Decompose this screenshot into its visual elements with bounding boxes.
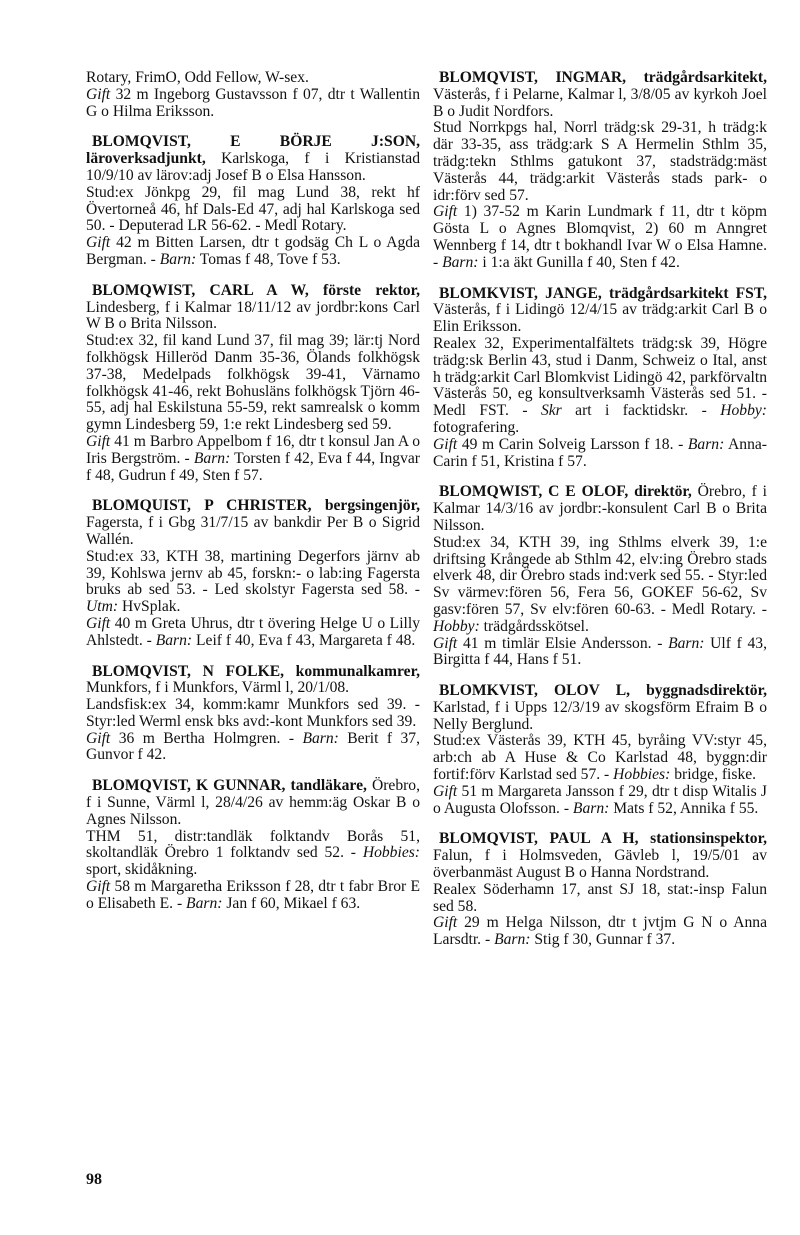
entry-label: Barn: [186,894,223,912]
entry-text: Torsten f 42, Eva f 44, Ingvar f 48, Gudrun f 49, Sten f 57. [86,449,420,484]
entry-label: Barn: [442,253,479,271]
entry-label: Barn: [302,729,339,747]
person-name: BLOMQVIST, K GUNNAR, [92,777,286,795]
entry-text: THM 51, distr:tandläk folktandv Borås 51, skoltandläk Örebro 1 folktandv sed 52. - [86,827,420,862]
entry-intro-text: Fagersta, f i Gbg 31/7/15 av bankdir Per B o Sigrid Wallén. [86,514,420,548]
entry-intro-text: Örebro, f i Sunne, Värml l, 28/4/26 av hemm:äg Oskar B o Agnes Nilsson. [86,777,421,828]
entry-line [86,549,420,616]
entry-heading [86,70,420,87]
entry-line [433,437,767,471]
entry-label: Gift [433,634,458,652]
entry-label: Barn: [193,449,231,467]
person-title: bergsingenjör, [311,497,420,515]
entry-intro-text: Munkfors, f i Munkfors, Värml l, 20/1/08. [86,679,350,697]
person-title: trädgårdsarkitekt, [626,69,768,86]
entry-text: art i facktidskr. - [561,402,721,420]
entry-line [86,697,420,731]
person-name: BLOMQVIST, INGMAR, [439,69,627,86]
biography-entry [433,831,767,949]
entry-intro-text: Västerås, f i Lidingö 12/4/15 av trädg:arkit Carl B o Elin Eriksson. [433,301,767,336]
entry-line [433,535,767,636]
person-title: direktör, [628,483,692,501]
entry-text: Stud:ex 34, KTH 39, ing Sthlms elverk 39, 1:e driftsing Krångede ab Sthlm 42, elv:ing Örebro stads elverk 48, dir Örebro stads ind:verk sed 55. - Styr:led Sv värmev:fören 56, Fera 56, GOKEF 56-62, Sv gasv:fören 57, Sv elv:fören 60-63. - Medl Rotary. - [433,533,767,618]
person-title: tandläkare, [285,777,367,795]
left-column [86,70,420,927]
biography-entry [86,70,420,120]
entry-line [86,333,420,434]
entry-label: Barn: [687,435,725,453]
person-name: BLOMKVIST, OLOV L, [439,682,631,700]
person-name: BLOMKVIST, JANGE, [439,284,602,302]
person-title: kommunalkamrer, [284,662,420,680]
entry-heading [86,134,420,184]
entry-line [86,235,420,269]
entry-label: Gift [433,435,458,453]
entry-label: Gift [433,914,458,932]
entry-label: Hobbies: [613,766,671,784]
entry-text: Mats f 52, Annika f 55. [609,799,759,817]
entry-heading [433,286,767,336]
entry-heading [86,283,420,333]
entry-label: Barn: [494,931,531,949]
entry-text: HvSplak. [118,598,181,616]
entry-text: 41 m timlär Elsie Andersson. - [457,634,669,652]
person-name: BLOMQUIST, P CHRISTER, [92,497,312,515]
entry-heading [86,778,420,828]
entry-text: Realex 32, Experimentalfältets trädg:sk 39, Högre trädg:sk Berlin 43, stud i Danm, Schweiz o Ital, anst h trädg:arkit Carl Blomkvist Lidingö 42, parkförvaltn Västerås 50, eg konsultverksamh Västerås sed 51. - Medl FST. - [433,334,767,420]
entry-text: 42 m Bitten Larsen, dtr t godsäg Ch L o Agda Bergman. - [86,234,420,268]
entry-label: Gift [86,234,111,252]
entry-text: Anna-Carin f 51, Kristina f 57. [433,435,767,470]
entry-line [433,204,767,271]
entry-label: Barn: [159,250,197,268]
entry-label: Barn: [572,799,610,817]
biography-entry [433,484,767,669]
entry-text: i 1:a äkt Gunilla f 40, Sten f 42. [478,253,680,271]
entry-label: Gift [86,729,111,747]
entry-line [86,87,420,121]
entry-line [433,784,767,818]
entry-text: Tomas f 48, Tove f 53. [196,250,341,268]
entry-label: Gift [86,878,111,896]
biography-entry [433,70,767,272]
entry-text: sport, skidåkning. [86,861,198,879]
entry-heading [86,498,420,548]
entry-intro-text: Lindesberg, f i Kalmar 18/11/12 av jordbr:kons Carl W B o Brita Nilsson. [86,298,420,333]
entry-label: Barn: [668,634,705,652]
biography-entry [433,286,767,471]
person-name: BLOMQWIST, CARL A W, [92,281,309,299]
person-title: stationsinspektor, [638,830,767,848]
biography-entry [86,778,420,912]
entry-intro-text: Falun, f i Holmsveden, Gävleb l, 19/5/01 av överbanmäst August B o Hanna Nordstrand. [433,847,767,882]
entry-intro-text: Karlstad, f i Upps 12/3/19 av skogsförm Efraim B o Nelly Berglund. [433,698,767,733]
entry-text: Stud Norrkpgs hal, Norrl trädg:sk 29-31, h trädg:k där 33-35, ass trädg:ark S A Hermelin Sthlm 35, trädg:tekn Sthlms gatukont 37, stadsträdg:mäst Västerås 44, trädg:arkit Västerås stads park- o idr:förv sed 57. [433,119,767,204]
entry-text: 40 m Greta Uhrus, dtr t övering Helge U o Lilly Ahlstedt. - [86,614,420,649]
entry-line [86,616,420,650]
right-column [433,70,767,963]
entry-text: 1) 37-52 m Karin Lundmark f 11, dtr t köpm Gösta L o Agnes Blomqvist, 2) 60 m Anngret Wennberg f 14, dtr t bokhandl Ivar W o Elsa Hamne. - [433,203,767,271]
entry-text: 58 m Margaretha Eriksson f 28, dtr t fabr Bror E o Elisabeth E. - [86,878,420,912]
entry-text: Stud:ex 33, KTH 38, martining Degerfors järnv ab 39, Kohlswa jernv ab 45, forskn:- o lab:ing Fagersta bruks ab sed 53. - Led skolstyr Fagersta sed 58. - [86,547,420,599]
entry-intro-text: Karlskoga, f i Kristianstad 10/9/10 av lärov:adj Josef B o Elsa Hansson. [86,150,420,184]
entry-text: Stig f 30, Gunnar f 37. [530,931,676,949]
biography-entry [86,134,420,268]
entry-text: Landsfisk:ex 34, komm:kamr Munkfors sed 39. - Styr:led Werml ensk bks avd:-kont Munkfors sed 39. [86,696,420,730]
person-name: BLOMQVIST, N FOLKE, [92,662,284,680]
person-name: BLOMQVIST, PAUL A H, [439,830,639,848]
entry-text: fotografering. [433,418,520,436]
entry-label: Skr [540,402,562,420]
entry-label: Gift [433,203,458,221]
entry-label: Gift [86,614,111,632]
entry-intro-text: Västerås, f i Pelarne, Kalmar l, 3/8/05 av kyrkoh Joel B o Judit Nordfors. [433,85,767,120]
entry-line [433,882,767,916]
entry-text: 51 m Margareta Jansson f 29, dtr t disp Witalis J o Augusta Olofsson. - [433,782,767,817]
biography-entry [433,683,767,817]
person-name: BLOMQWIST, C E OLOF, [439,483,629,501]
entry-text: 36 m Bertha Holmgren. - [110,729,303,747]
entry-text: 32 m Ingeborg Gustavsson f 07, dtr t Wallentin G o Hilma Eriksson. [86,85,420,120]
person-name: BLOMQVIST, E BÖRJE J:SON, [92,133,420,151]
entry-line [86,434,420,484]
entry-text: Ulf f 43, Birgitta f 44, Hans f 51. [433,634,767,669]
entry-label: Gift [433,782,458,800]
entry-line [86,731,420,765]
entry-line [433,915,767,949]
entry-heading [433,831,767,881]
page-number: 98 [86,1171,102,1188]
entry-line [86,879,420,913]
entry-text: bridge, fiske. [670,766,757,784]
entry-label: Hobby: [720,402,767,420]
entry-text: trädgårdsskötsel. [479,617,589,635]
entry-line [433,636,767,670]
entry-text: Jan f 60, Mikael f 63. [222,894,361,912]
biography-entry [86,498,420,649]
person-title: trädgårdsarkitekt FST, [601,284,767,302]
entry-label: Utm: [86,598,119,616]
entry-text: Realex Söderhamn 17, anst SJ 18, stat:-insp Falun sed 58. [433,880,767,915]
biography-entry [86,664,420,765]
entry-line [433,336,767,437]
person-title: läroverksadjunkt, [86,150,206,168]
entry-line [433,733,767,783]
entry-label: Hobbies: [362,844,420,862]
entry-label: Gift [86,85,111,103]
entry-text: 41 m Barbro Appelbom f 16, dtr t konsul Jan A o Iris Bergström. - [86,432,420,467]
entry-line [433,120,767,204]
entry-heading [86,664,420,698]
entry-label: Gift [86,432,111,450]
entry-text: Stud:ex Västerås 39, KTH 45, byråing VV:styr 45, arb:ch ab A Huse & Co Karlstad 48, byggn:dir fortif:förv Karlstad sed 57. - [433,732,767,784]
person-title: förste rektor, [308,281,420,299]
biography-entry [86,283,420,485]
entry-text: Leif f 40, Eva f 43, Margareta f 48. [192,631,416,649]
entry-heading [433,484,767,534]
entry-heading [433,70,767,120]
entry-text: Berit f 37, Gunvor f 42. [86,729,420,764]
entry-intro-text: Örebro, f i Kalmar 14/3/16 av jordbr:-konsulent Carl B o Brita Nilsson. [433,483,768,534]
entry-line [86,829,420,879]
entry-text: Stud:ex Jönkpg 29, fil mag Lund 38, rekt hf Övertorneå 46, hf Dals-Ed 47, adj hal Karlskoga sed 50. - Deputerad LR 56-62. - Medl Rotary. [86,183,420,235]
entry-heading [433,683,767,733]
entry-line [86,185,420,235]
entry-text: Stud:ex 32, fil kand Lund 37, fil mag 39; lär:tj Nord folkhögsk Hilleröd Danm 35-36, Ölands folkhögsk 37-38, Medelpads folkhögsk 39-41, Värnamo folkhögsk 41-46, rekt Bohusläns folkhögsk Tjörn 46-55, adj hal Eskilstuna 55-59, rekt samrealsk o komm gymn Lindesberg 59, 1:e rekt Lindesberg sed 59. [86,332,420,434]
entry-label: Barn: [155,631,193,649]
entry-label: Hobby: [433,617,480,635]
entry-text: 29 m Helga Nilsson, dtr t jvtjm G N o Anna Larsdtr. - [433,914,767,949]
entry-intro-text: Rotary, FrimO, Odd Fellow, W-sex. [86,69,309,86]
person-title: byggnadsdirektör, [630,682,767,700]
entry-text: 49 m Carin Solveig Larsson f 18. - [457,435,688,453]
